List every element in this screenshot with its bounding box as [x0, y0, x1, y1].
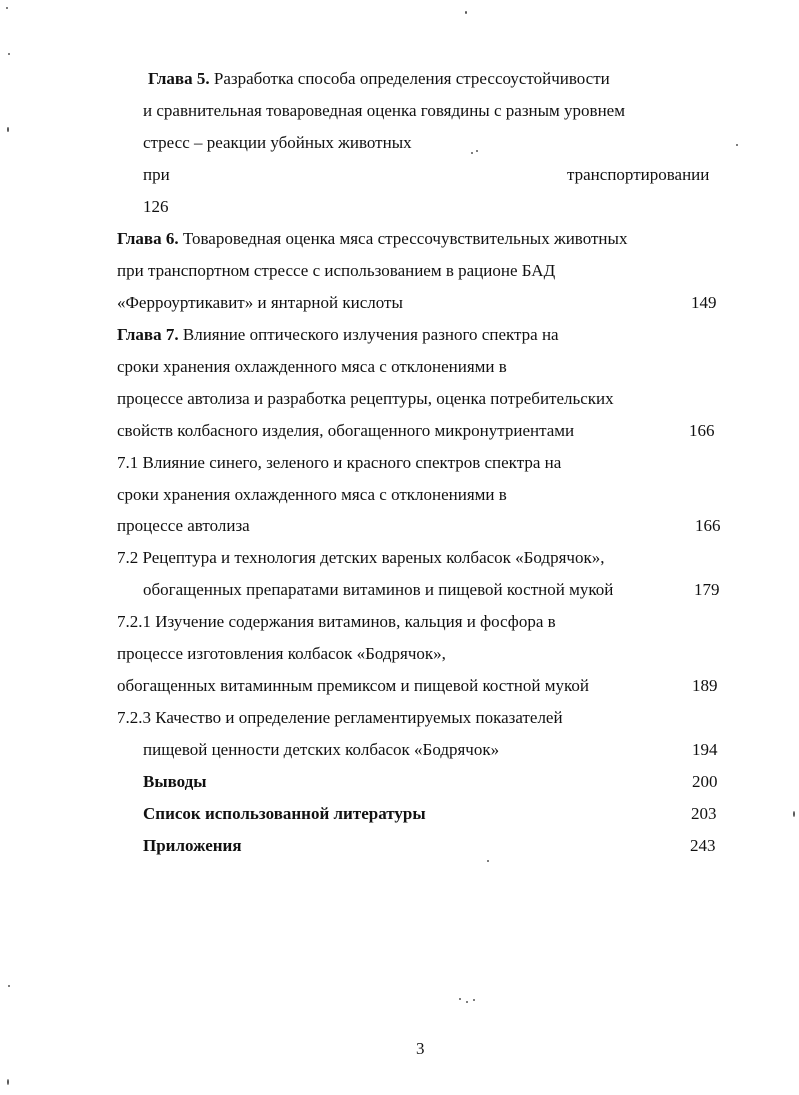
scan-speck	[7, 1079, 9, 1085]
scan-speck	[487, 860, 489, 862]
scan-speck	[466, 1001, 468, 1003]
toc-ch5-line4-right: транспортировании	[567, 165, 710, 184]
toc-s72-page: 179	[694, 580, 720, 599]
scan-speck	[793, 811, 795, 817]
toc-ch7-page: 166	[689, 421, 715, 440]
toc-ch6-page: 149	[691, 293, 717, 312]
scan-speck	[8, 985, 10, 987]
toc-ch5-page: 126	[143, 197, 169, 216]
toc-s71-page: 166	[695, 516, 721, 535]
toc-ch7-line1: Глава 7. Влияние оптического излучения разного спектра на	[117, 325, 559, 344]
toc-s721-line2: процессе изготовления колбасок «Бодрячок»,	[117, 644, 446, 663]
scan-speck	[8, 53, 10, 55]
scan-speck	[7, 127, 9, 132]
toc-ch5-line1: Глава 5. Разработка способа определения стрессоустойчивости	[148, 69, 610, 88]
toc-s71-line2: сроки хранения охлажденного мяса с отклонениями в	[117, 485, 507, 504]
scan-speck	[459, 998, 461, 1000]
toc-ch6-line2: при транспортном стрессе с использованием в рационе БАД	[117, 261, 556, 280]
toc-appendices: Приложения	[143, 836, 242, 855]
toc-ch6-line1: Глава 6. Товароведная оценка мяса стрессочувствительных животных	[117, 229, 628, 248]
toc-references-page: 203	[691, 804, 717, 823]
toc-s71-line3: процессе автолиза	[117, 516, 250, 535]
toc-ch7-line2: сроки хранения охлажденного мяса с отклонениями в	[117, 357, 507, 376]
toc-s721-line1: 7.2.1 Изучение содержания витаминов, кальция и фосфора в	[117, 612, 556, 631]
toc-ch6-line3: «Ферроуртикавит» и янтарной кислоты	[117, 293, 403, 312]
toc-s72-line2: обогащенных препаратами витаминов и пищевой костной мукой	[143, 580, 614, 599]
toc-appendices-page: 243	[690, 836, 716, 855]
toc-ch5-line4-left: при	[143, 165, 170, 184]
toc-s721-line3: обогащенных витаминным премиксом и пищевой костной мукой	[117, 676, 589, 695]
scan-speck	[473, 999, 475, 1001]
toc-ch7-label: Глава 7.	[117, 325, 179, 344]
toc-ch5-line2: и сравнительная товароведная оценка говядины с разным уровнем	[143, 101, 625, 120]
toc-conclusions-page: 200	[692, 772, 718, 791]
toc-s72-line1: 7.2 Рецептура и технология детских вареных колбасок «Бодрячок»,	[117, 548, 605, 567]
toc-s723-page: 194	[692, 740, 718, 759]
scan-speck	[736, 144, 738, 146]
toc-ch6-label: Глава 6.	[117, 229, 179, 248]
toc-references: Список использованной литературы	[143, 804, 426, 823]
toc-s723-line2: пищевой ценности детских колбасок «Бодрячок»	[143, 740, 500, 759]
scan-speck	[471, 152, 473, 154]
toc-s723-line1: 7.2.3 Качество и определение регламентируемых показателей	[117, 708, 563, 727]
scan-speck	[476, 150, 478, 152]
toc-s71-line1: 7.1 Влияние синего, зеленого и красного спектров спектра на	[117, 453, 562, 472]
toc-s721-page: 189	[692, 676, 718, 695]
toc-conclusions: Выводы	[143, 772, 207, 791]
scan-speck	[6, 7, 8, 9]
toc-ch5-line3: стресс – реакции убойных животных	[143, 133, 412, 152]
toc-ch7-line4: свойств колбасного изделия, обогащенного микронутриентами	[117, 421, 575, 440]
toc-ch5-label: Глава 5.	[148, 69, 210, 88]
page-number: 3	[416, 1039, 425, 1058]
toc-ch7-line3: процессе автолиза и разработка рецептуры, оценка потребительских	[117, 389, 614, 408]
scan-speck	[465, 11, 467, 14]
